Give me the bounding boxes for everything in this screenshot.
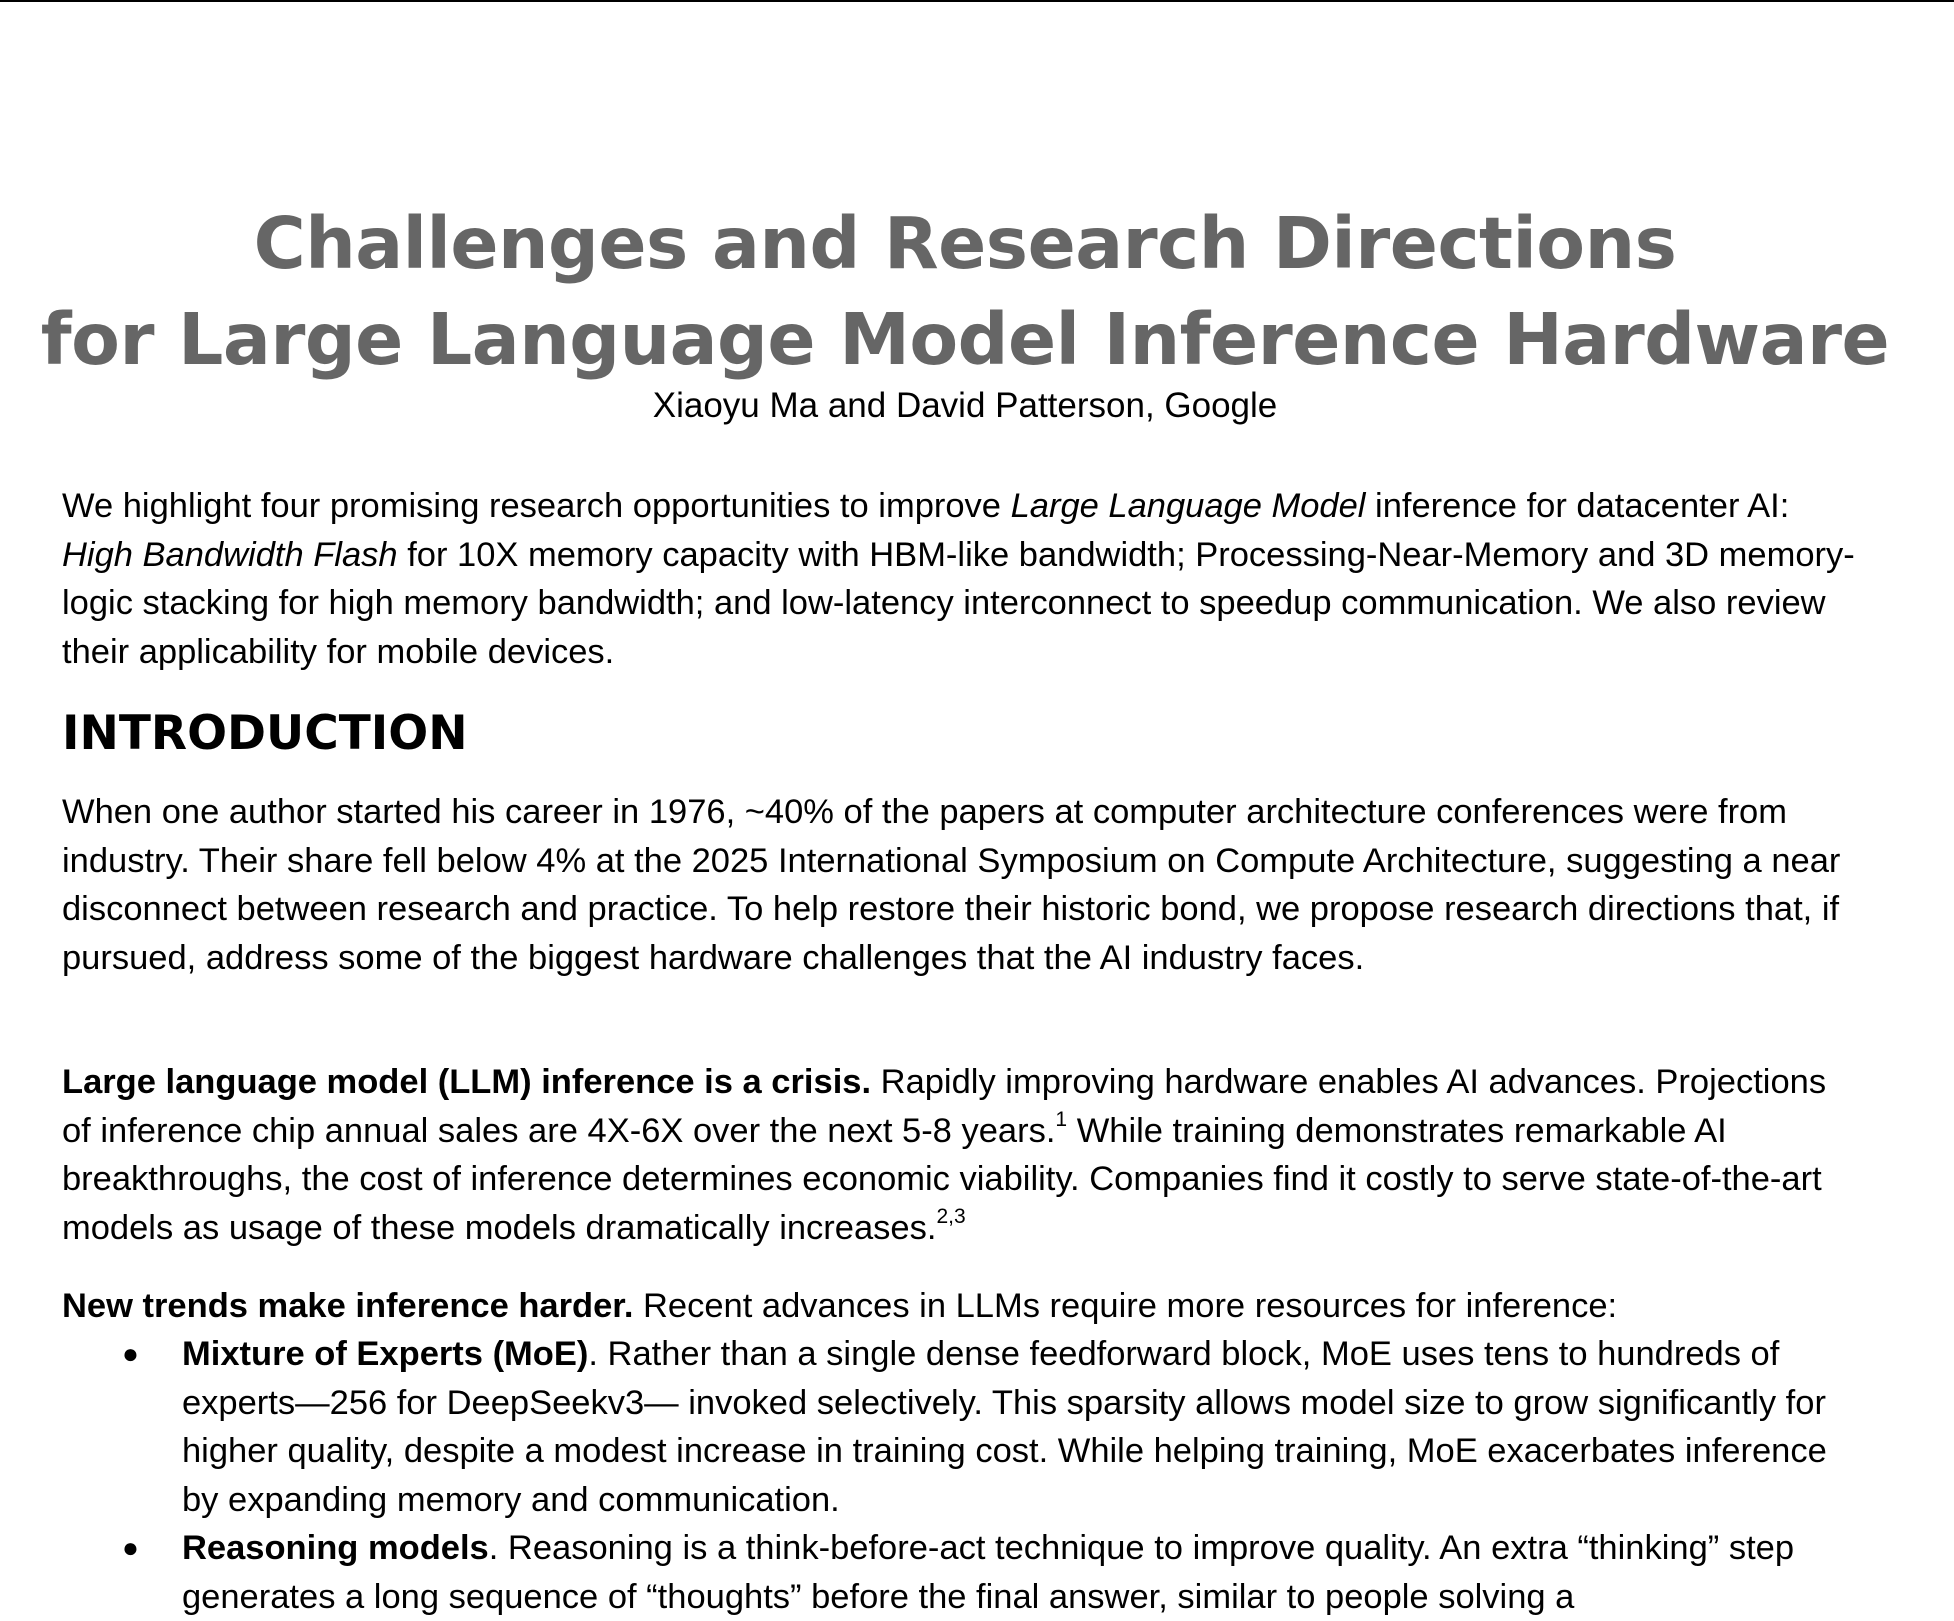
list-item-text: . Reasoning is a think-before-act technique to improve quality. An extra “thinking” step generates a long sequence of “thoughts” before the final answer, similar to people solving a (182, 1529, 1795, 1616)
authors: Xiaoyu Ma and David Patterson, Google (652, 386, 1278, 425)
bullet-dot: ● (122, 1532, 139, 1563)
abstract-text-3: for 10X memory capacity with HBM-like bandwidth; Processing-Near-Memory and 3D memory-logic stacking for high memory bandwidth; and low-latency interconnect to speedup communication. We also review their applicability for mobile devices. (62, 535, 1855, 671)
paragraph-text: While training demonstrates remarkable AI breakthroughs, the cost of inference determines economic viability. Companies find it costly to serve state-of-the-art models as usage of these models dramatically increases. (62, 1111, 1822, 1247)
list-item-moe (62, 1330, 1862, 1524)
trends-bullet-list (62, 1330, 1862, 1621)
intro-paragraph-2 (62, 1058, 1862, 1252)
section-heading-introduction: INTRODUCTION (62, 706, 468, 761)
bullet-dot: ● (122, 1338, 139, 1369)
abstract-italic-2: High Bandwidth Flash (62, 535, 398, 574)
abstract-italic-1: Large Language Model (1010, 487, 1366, 525)
title-line-2: for Large Language Model Inference Hardware (40, 297, 1890, 381)
top-rule (0, 0, 1954, 2)
list-item-term: Mixture of Experts (MoE) (182, 1335, 589, 1373)
intro-paragraph-3 (62, 1282, 1862, 1331)
footnote-ref-2-3: 2,3 (936, 1204, 966, 1228)
footnote-ref-1: 1 (1055, 1107, 1068, 1131)
abstract (62, 482, 1862, 676)
intro-paragraph-1: When one author started his career in 1976, ~40% of the papers at computer architecture conferences were from industry. Their share fell below 4% at the 2025 International Symposium on Compute Architecture, suggesting a near disconnect between research and practice. To help restore their historic bond, we propose research directions that, if pursued, address some of the biggest hardware challenges that the AI industry faces. (62, 793, 1841, 977)
paragraph-text: Rapidly improving hardware enables AI advances. Projections of inference chip annual sales are 4X-6X over the next 5-8 years. (62, 1063, 1827, 1150)
paper-title (0, 196, 1930, 388)
paragraph-text: Recent advances in LLMs require more resources for inference: (633, 1287, 1618, 1325)
paragraph-lead-inference-crisis: Large language model (LLM) inference is a crisis. (62, 1063, 872, 1101)
paragraph-lead-new-trends: New trends make inference harder. (62, 1287, 634, 1325)
list-item-text: . Rather than a single dense feedforward block, MoE uses tens to hundreds of experts—256 for DeepSeekv3— invoked selectively. This sparsity allows model size to grow significantly for higher quality, despite a modest increase in training cost. While helping training, MoE exacerbates inference by expanding memory and communication. (182, 1335, 1827, 1519)
abstract-text-2: inference for datacenter AI: (1365, 487, 1790, 525)
abstract-text-1: We highlight four promising research opportunities to improve (62, 487, 1011, 525)
title-line-1: Challenges and Research Directions (253, 201, 1677, 285)
list-item-term: Reasoning models (182, 1529, 489, 1567)
list-item-reasoning (62, 1524, 1862, 1621)
